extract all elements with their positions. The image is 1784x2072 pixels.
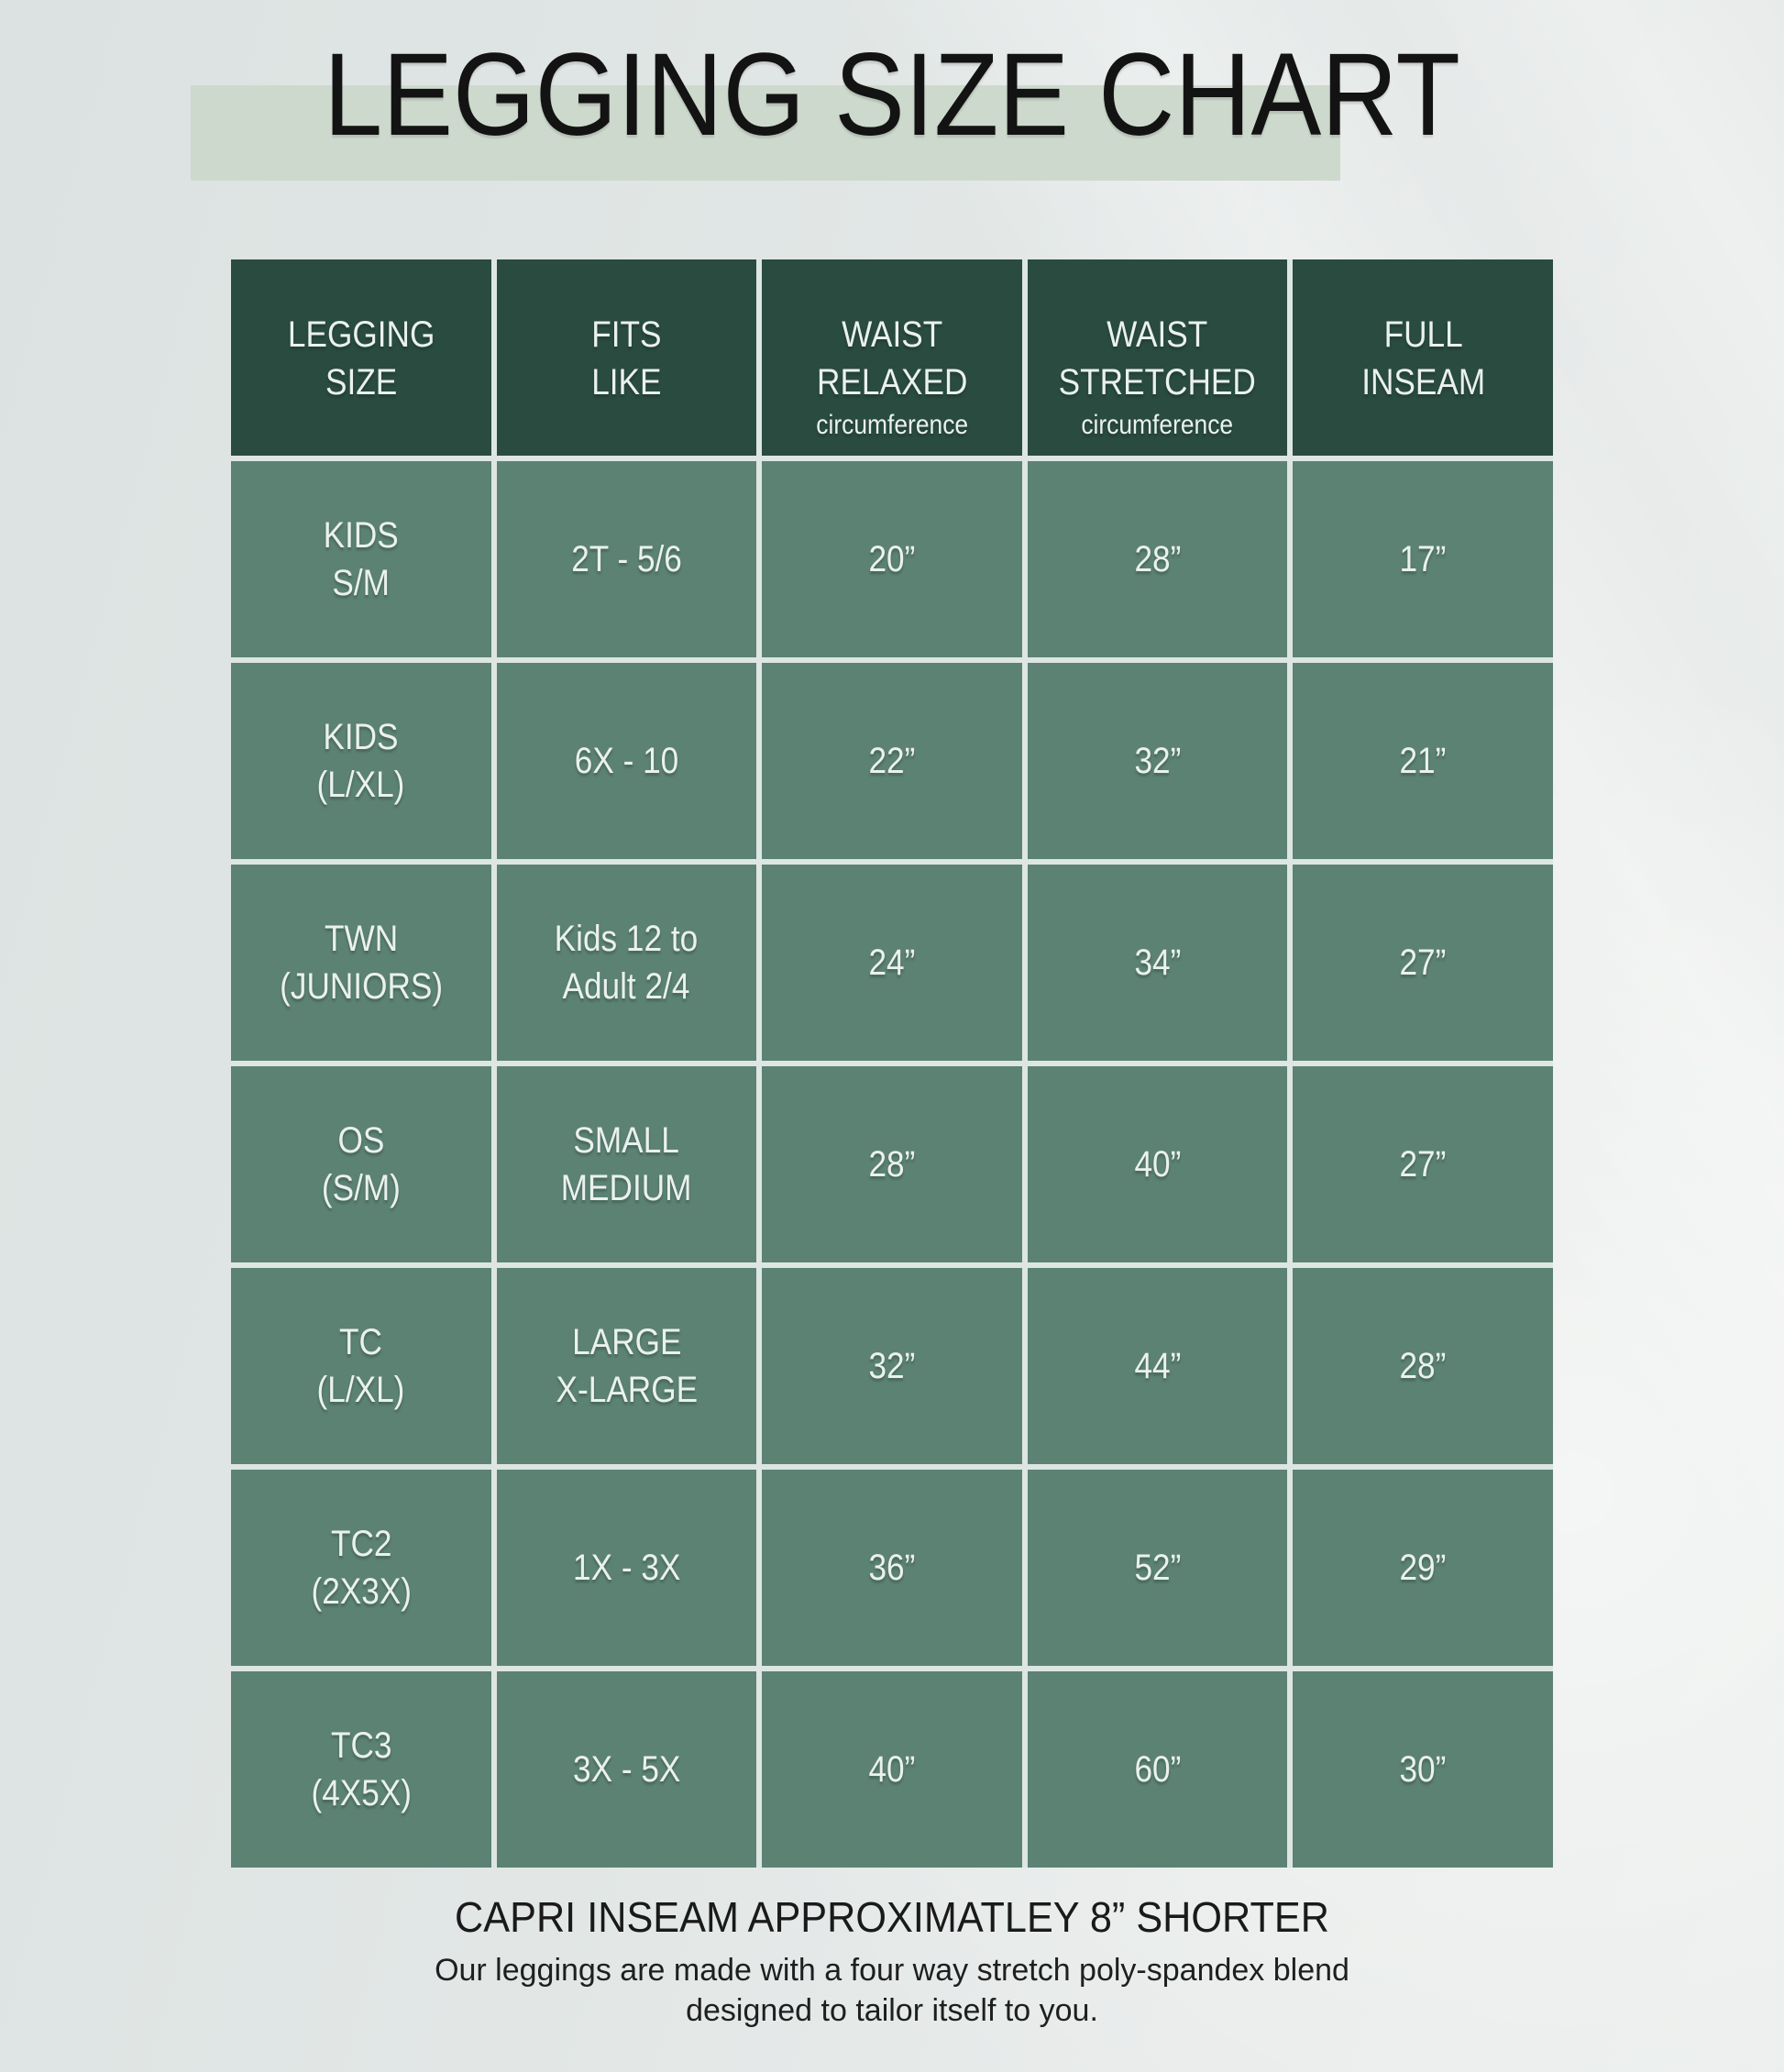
cell-fits-like: [497, 865, 757, 1061]
header-line: LEGGING: [287, 314, 435, 355]
cell-fits-like: [497, 1066, 757, 1262]
cell-waist-stretched: 44”: [1028, 1268, 1288, 1464]
cell-line: OS: [337, 1119, 385, 1161]
cell-full-inseam: 27”: [1293, 865, 1553, 1061]
page-title: LEGGING SIZE CHART: [324, 29, 1460, 160]
cell-full-inseam: 30”: [1293, 1671, 1553, 1868]
cell-line: SMALL: [573, 1119, 680, 1161]
header-line: INSEAM: [1360, 361, 1485, 402]
cell-line: 6X - 10: [574, 740, 679, 781]
cell-legging-size: [231, 1066, 491, 1262]
cell-line: X-LARGE: [556, 1369, 698, 1410]
cell-full-inseam: 21”: [1293, 663, 1553, 859]
cell-line: (4X5X): [311, 1772, 412, 1813]
cell-line: (2X3X): [311, 1571, 412, 1612]
header-line: RELAXED: [816, 361, 968, 402]
cell-legging-size: [231, 1268, 491, 1464]
material-description: [0, 1950, 1784, 2031]
cell-line: TC: [339, 1321, 383, 1362]
cell-waist-relaxed: 32”: [762, 1268, 1022, 1464]
cell-line: 1X - 3X: [572, 1547, 681, 1588]
description-line-2: designed to tailor itself to you.: [686, 1992, 1098, 2028]
cell-legging-size: [231, 1671, 491, 1868]
cell-legging-size: [231, 461, 491, 657]
header-line: FULL: [1383, 314, 1463, 355]
cell-line: Adult 2/4: [562, 965, 690, 1007]
header-line: SIZE: [325, 361, 397, 402]
header-subtext: circumference: [816, 409, 968, 440]
cell-waist-stretched: 40”: [1028, 1066, 1288, 1262]
cell-legging-size: [231, 1470, 491, 1666]
header-line: LIKE: [591, 361, 662, 402]
cell-fits-like: [497, 1671, 757, 1868]
cell-full-inseam: 17”: [1293, 461, 1553, 657]
cell-waist-relaxed: 40”: [762, 1671, 1022, 1868]
cell-line: TC3: [330, 1725, 392, 1766]
header-line: STRETCHED: [1059, 361, 1257, 402]
cell-full-inseam: 27”: [1293, 1066, 1553, 1262]
cell-legging-size: [231, 663, 491, 859]
cell-fits-like: [497, 663, 757, 859]
column-header-waist-relaxed: [762, 259, 1022, 456]
description-line-1: Our leggings are made with a four way stretch poly-spandex blend: [435, 1952, 1349, 1988]
column-header-full-inseam: [1293, 259, 1553, 456]
size-chart-table: [231, 259, 1553, 1868]
cell-waist-relaxed: 20”: [762, 461, 1022, 657]
cell-fits-like: [497, 1470, 757, 1666]
column-header-legging-size: [231, 259, 491, 456]
cell-waist-stretched: 32”: [1028, 663, 1288, 859]
cell-waist-relaxed: 22”: [762, 663, 1022, 859]
cell-full-inseam: 29”: [1293, 1470, 1553, 1666]
cell-line: (JUNIORS): [279, 965, 443, 1007]
cell-waist-stretched: 52”: [1028, 1470, 1288, 1666]
cell-line: Kids 12 to: [555, 918, 699, 959]
cell-waist-relaxed: 28”: [762, 1066, 1022, 1262]
cell-line: 3X - 5X: [572, 1748, 681, 1790]
cell-line: TC2: [330, 1523, 392, 1564]
capri-inseam-note: CAPRI INSEAM APPROXIMATLEY 8” SHORTER: [455, 1892, 1329, 1941]
cell-line: (L/XL): [316, 1369, 405, 1410]
cell-line: (L/XL): [316, 764, 405, 805]
header-line: WAIST: [841, 314, 943, 355]
cell-full-inseam: 28”: [1293, 1268, 1553, 1464]
cell-line: 2T - 5/6: [571, 538, 682, 579]
header-subtext: circumference: [1081, 409, 1234, 440]
header-line: WAIST: [1107, 314, 1208, 355]
column-header-waist-stretched: [1028, 259, 1288, 456]
cell-fits-like: [497, 1268, 757, 1464]
cell-line: (S/M): [321, 1167, 401, 1208]
header-line: FITS: [591, 314, 662, 355]
cell-legging-size: [231, 865, 491, 1061]
cell-line: MEDIUM: [561, 1167, 692, 1208]
cell-waist-stretched: 34”: [1028, 865, 1288, 1061]
cell-line: LARGE: [571, 1321, 682, 1362]
cell-fits-like: [497, 461, 757, 657]
column-header-fits-like: [497, 259, 757, 456]
cell-waist-relaxed: 36”: [762, 1470, 1022, 1666]
cell-line: TWN: [324, 918, 398, 959]
cell-line: KIDS: [323, 716, 399, 757]
cell-waist-stretched: 28”: [1028, 461, 1288, 657]
cell-line: S/M: [332, 562, 391, 603]
cell-waist-relaxed: 24”: [762, 865, 1022, 1061]
cell-waist-stretched: 60”: [1028, 1671, 1288, 1868]
cell-line: KIDS: [323, 514, 399, 556]
